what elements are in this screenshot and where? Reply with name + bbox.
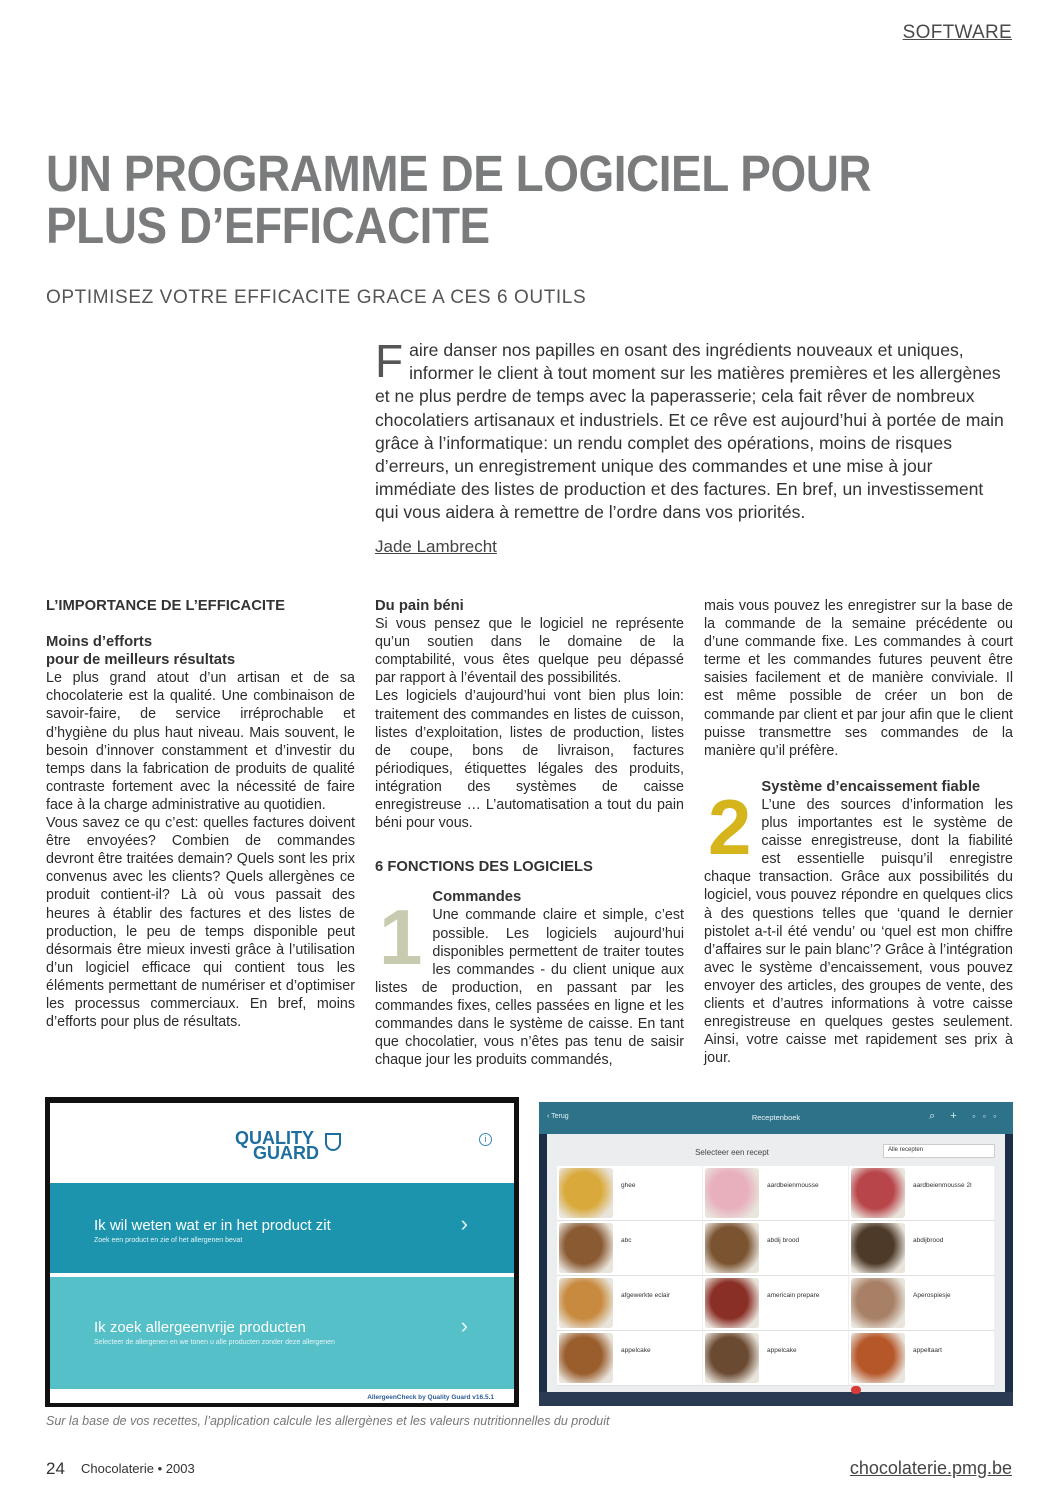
- app-tabbar: [539, 1392, 1013, 1406]
- panel-title: Selecteer een recept: [695, 1148, 769, 1157]
- recipe-thumbnail: [559, 1223, 613, 1273]
- option-2-subtitle: Selecteer de allergenen en we tonen u alle producten zonder deze allergenen: [94, 1339, 335, 1346]
- shield-icon: [325, 1133, 341, 1151]
- chevron-right-icon: ›: [460, 1313, 468, 1338]
- chevron-right-icon: ›: [460, 1211, 468, 1236]
- website-link[interactable]: chocolaterie.pmg.be: [849, 1458, 1012, 1478]
- recipe-grid: [557, 1166, 995, 1386]
- col3-paragraph-2: L’une des sources d’information les plus importantes est le système de caisse enregistreuse, dont la fiabilité est essentielle puisqu’il enregistre chaque transaction. Grâce aux possibilités du logiciel, vous pouvez répondre en quelques clics à des questions telles que ‘quand le dernier pistolet a-t-il été vendu’ ou ‘quel est mon chiffre d’affaires sur le pain blanc’? Grâce à l’intégration avec le système d’encaissement, vous pouvez envoyer des articles, des groupes de vente, des clients et d’autres informations à votre caisse enregistreuse en quelques gestes seulement. Ainsi, votre caisse met rapidement ses prix à jour.: [704, 796, 1013, 1067]
- section-tag: SOFTWARE: [902, 22, 1012, 43]
- col3-paragraph-1: mais vous pouvez les enregistrer sur la base de la commande de la semaine précédente ou d’une commande fixe. Les commandes à court terme et les commandes futures peuvent être saisies facilement et de manière conviviale. Il est même possible de créer un bon de commande par client et par jour afin que le client puisse transmettre ses commandes de la manière qu’il préfère.: [704, 598, 1013, 759]
- col3-subheading-encaissement: Système d’encaissement fiable: [761, 778, 981, 795]
- col2-paragraph-2: Les logiciels d’aujourd’hui vont bien plus loin: traitement des commandes en listes de cuisson, listes d’exploitation, listes de production, listes de coupe, bons de livraison, factures périodiques, étiquettes légales des produits, intégration des systèmes de caisse enregistreuse … L’automatisation a tout du pain béni pour vous.: [375, 688, 684, 832]
- col1-subheading-2: pour de meilleurs résultats: [46, 652, 236, 669]
- recipe-filter-select[interactable]: Alle recepten: [883, 1144, 995, 1158]
- recipe-item[interactable]: [703, 1166, 849, 1221]
- recipe-label: Aperospiesje: [913, 1292, 951, 1299]
- back-button[interactable]: ‹ Terug: [547, 1113, 569, 1120]
- author-byline: Jade Lambrecht: [375, 537, 497, 556]
- recipe-label: abdijbrood: [913, 1237, 944, 1244]
- recipe-item[interactable]: [557, 1221, 703, 1276]
- recipe-label: afgewerkte eclair: [621, 1292, 671, 1299]
- recipe-label: abc: [621, 1237, 632, 1244]
- image-caption: Sur la base de vos recettes, l’application calcule les allergènes et les valeurs nutritionnelles du produit: [46, 1414, 610, 1428]
- recipe-thumbnail: [559, 1278, 613, 1328]
- article-subtitle: OPTIMISEZ VOTRE EFFICACITE GRACE A CES 6 OUTILS: [46, 287, 587, 308]
- col2-paragraph-3: Une commande claire et simple, c’est possible. Les logiciels aujourd’hui disponibles permettent de traiter toutes les commandes - du client unique aux listes de production, en passant par les commandes fixes, celles passées en ligne et les commandes dans le système de caisse. En tant que chocolatier, vous n’êtes pas tenu de saisir chaque jour les produits commandés,: [375, 907, 684, 1069]
- option-1-title: Ik wil weten wat er in het product zit: [94, 1217, 331, 1234]
- recipe-item[interactable]: [849, 1276, 995, 1331]
- screenshot-allergeencheck: [45, 1097, 519, 1407]
- col2-heading: Du pain béni: [375, 598, 464, 614]
- option-2-title: Ik zoek allergeenvrije producten: [94, 1319, 306, 1336]
- col2-subheading-commandes: Commandes: [432, 889, 522, 906]
- recipe-item[interactable]: [703, 1276, 849, 1331]
- option-1-subtitle: Zoek een product en zie of het allergenen bevat: [94, 1237, 243, 1244]
- recipe-thumbnail: [851, 1168, 905, 1218]
- app-topbar: [539, 1102, 1013, 1134]
- quality-guard-logo: QUALITY GUARD: [235, 1128, 319, 1163]
- option-product-contents[interactable]: [50, 1183, 514, 1273]
- recipe-item[interactable]: [557, 1276, 703, 1331]
- recipe-item[interactable]: [557, 1331, 703, 1386]
- recipe-thumbnail: [851, 1278, 905, 1328]
- app-title: Receptenboek: [751, 1113, 801, 1122]
- col2-paragraph-1: Si vous pensez que le logiciel ne représente qu’un soutien dans le domaine de la comptabilité, vous êtes quelque peu dépassé par rapport à l’éventail des possibilités.: [375, 616, 684, 687]
- info-icon[interactable]: i: [479, 1133, 492, 1146]
- option-allergen-free[interactable]: [50, 1277, 514, 1389]
- recipe-label: aardbeienmousse 2l: [913, 1182, 972, 1189]
- recipe-label: ghee: [621, 1182, 636, 1189]
- intro-text: aire danser nos papilles en osant des ingrédients nouveaux et uniques, informer le client à tout moment sur les matières premières et les allergènes et ne plus perdre de temps avec la paperasserie; cela fait rêver de nombreux chocolatiers artisanaux et industriels. Et ce rêve est aujourd’hui à portée de main grâce à l’informatique: un rendu complet des opérations, moins de risques d’erreurs, un enregistrement unique des commandes et une mise à jour immédiate des listes de production et des factures. En bref, un investissement qui vous aidera à remettre de l’ordre dans vos priorités.: [375, 340, 1004, 523]
- column-3: [704, 597, 1013, 1067]
- app-version: AllergeenCheck by Quality Guard v16.5.1: [367, 1394, 494, 1401]
- recipe-thumbnail: [559, 1333, 613, 1383]
- recipe-thumbnail: [559, 1168, 613, 1218]
- recipe-thumbnail: [705, 1168, 759, 1218]
- col1-heading: L’IMPORTANCE DE L’EFFICACITE: [46, 598, 285, 614]
- recipe-label: appeltaart: [913, 1347, 942, 1354]
- recipe-item[interactable]: [849, 1166, 995, 1221]
- recipe-item[interactable]: [849, 1331, 995, 1386]
- col1-paragraph-1: Le plus grand atout d’un artisan et de sa chocolaterie est la qualité. Une combinaison de savoir-faire, de service irréprochable et d’hygiène du plus haut niveau. Mais souvent, le besoin d’innover constamment et d’investir du temps dans la fabrication de produits de qualité contraste fortement avec la nécessité de faire face à la charge administrative au quotidien.: [46, 670, 355, 813]
- column-1: [46, 597, 355, 1031]
- article-title: UN PROGRAMME DE LOGICIEL POUR PLUS D’EFFICACITE: [46, 145, 872, 254]
- toolbar-icons[interactable]: ⌕ + ∘∘∘: [929, 1110, 1003, 1122]
- column-2: [375, 597, 684, 1069]
- recipe-label: aardbeienmousse: [767, 1182, 819, 1189]
- number-1: 1: [379, 893, 423, 982]
- number-2: 2: [708, 782, 752, 871]
- recipe-item[interactable]: [849, 1221, 995, 1276]
- col2-heading-2: 6 FONCTIONS DES LOGICIELS: [375, 859, 593, 876]
- col1-paragraph-2: Vous savez ce qu c’est: quelles factures doivent être envoyées? Combien de commandes devront être traitées demain? Quels sont les prix convenus avec les clients? Quels allergènes ce produit contient-il? Là où vous passait des heures à établir des factures et des listes de production, le peu de temps disponible peut désormais être mieux investi grâce à l’utilisation d’un logiciel efficace qui contient tous les éléments permettant de numériser et d’optimiser les processus commerciaux. En bref, moins d’efforts pour plus de résultats.: [46, 815, 355, 1031]
- screenshot-receptenboek: [539, 1102, 1013, 1406]
- recipe-label: americain prepare: [767, 1292, 820, 1299]
- recipe-item[interactable]: [557, 1166, 703, 1221]
- page-number: 24: [46, 1459, 65, 1478]
- intro-dropcap: F: [375, 335, 404, 387]
- article-intro: [375, 335, 1011, 525]
- recipe-thumbnail: [851, 1333, 905, 1383]
- magazine-name: Chocolaterie • 2003: [81, 1461, 195, 1476]
- col1-subheading-1: Moins d’efforts: [46, 634, 153, 651]
- recipe-thumbnail: [705, 1278, 759, 1328]
- recipe-label: abdij brood: [767, 1237, 800, 1244]
- recipe-item[interactable]: [703, 1221, 849, 1276]
- recipe-panel: [547, 1134, 1005, 1392]
- notification-badge: [851, 1386, 861, 1394]
- recipe-thumbnail: [705, 1333, 759, 1383]
- recipe-item[interactable]: [703, 1331, 849, 1386]
- recipe-label: appelcake: [621, 1347, 651, 1354]
- recipe-label: appelcake: [767, 1347, 797, 1354]
- recipe-thumbnail: [851, 1223, 905, 1273]
- recipe-thumbnail: [705, 1223, 759, 1273]
